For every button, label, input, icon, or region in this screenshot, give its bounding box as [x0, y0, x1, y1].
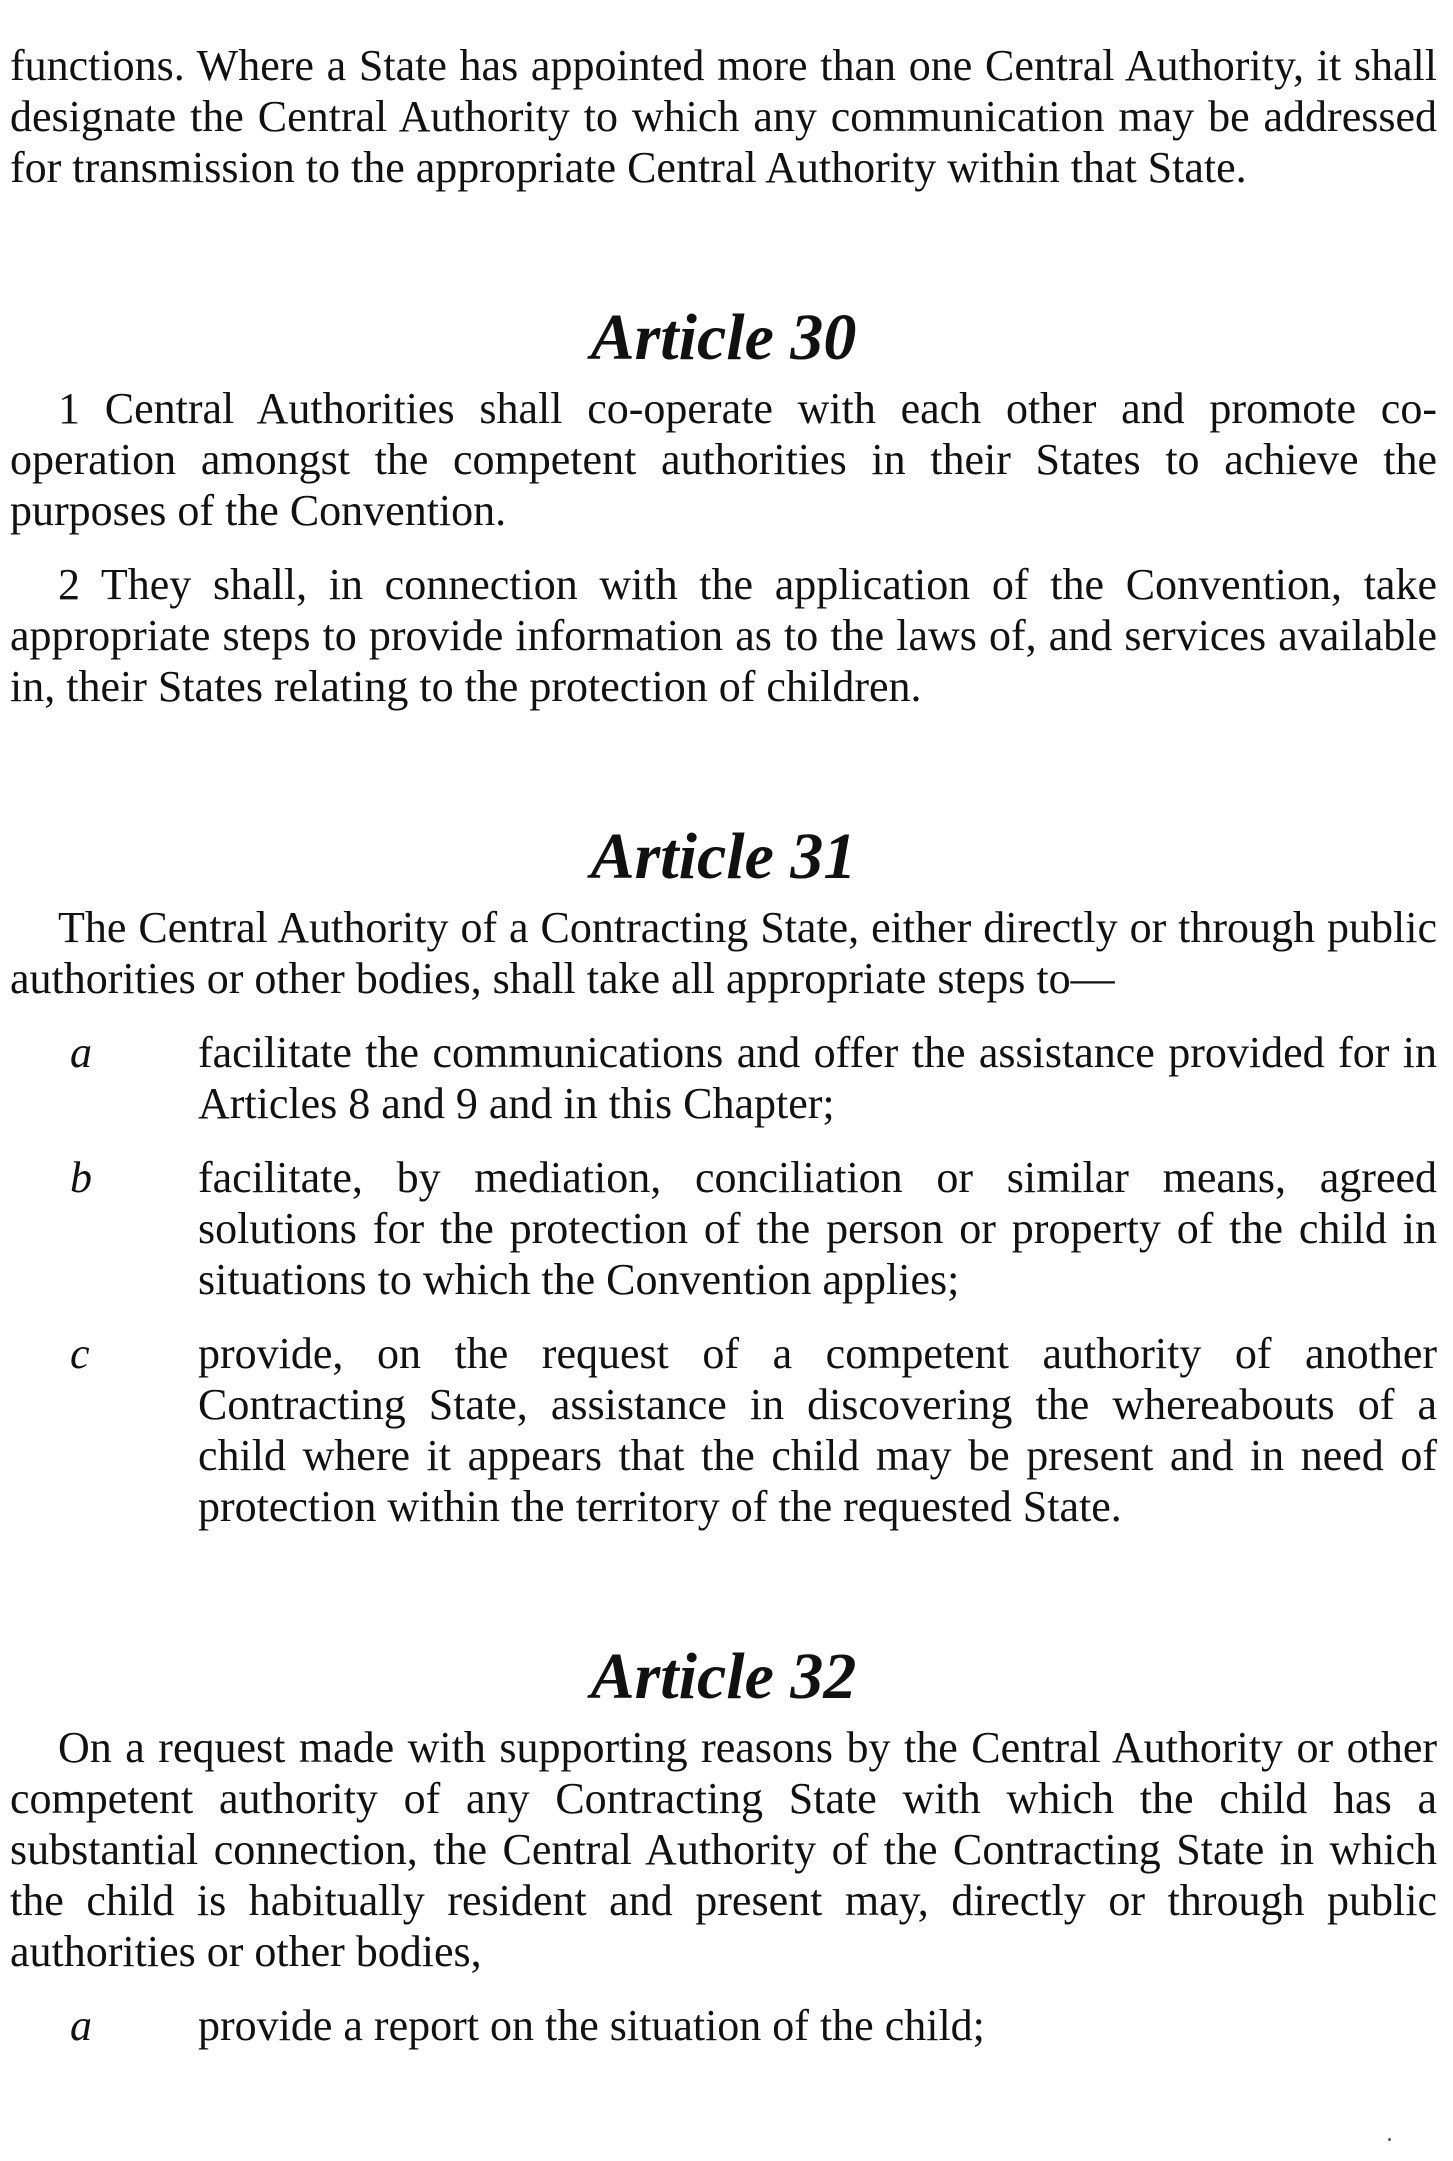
article-32-intro: On a request made with supporting reasons by the Central Authority or other competent authority of any Contracting State with which the child has a substantial connection, the Central Authority of the Contracting State in which the child is habitually resident and present may, directly or through public authorities or other bodies,: [10, 1723, 1437, 1976]
article-30-paragraph-2: 2 They shall, in connection with the application of the Convention, take appropriate steps to provide information as to the laws of, and services available in, their States relating to the protection of children.: [10, 560, 1437, 711]
list-marker: a: [70, 2001, 92, 2050]
article-31-heading: Article 31: [590, 820, 857, 893]
intro-paragraph: functions. Where a State has appointed more than one Central Authority, it shall designate the Central Authority to which any communication may be addressed for transmission to the appropriate Central Authority within that State.: [10, 41, 1437, 192]
article-32-heading: Article 32: [590, 1640, 857, 1713]
article-30: [10, 301, 1437, 712]
list-marker: b: [70, 1153, 92, 1202]
article-31: [10, 820, 1437, 1532]
article-30-heading: Article 30: [590, 301, 857, 374]
list-item-text: provide, on the request of a competent authority of another Contracting State, assistance in discovering the whereabouts of a child where it appears that the child may be present and in need of protection within the territory of the requested State.: [198, 1329, 1437, 1531]
section-gap: [10, 193, 1437, 312]
list-item-text: provide a report on the situation of the child;: [198, 2001, 985, 2050]
section-gap: [10, 712, 1437, 831]
article-31-intro: The Central Authority of a Contracting State, either directly or through public authorities or other bodies, shall take all appropriate steps to—: [10, 903, 1437, 1003]
article-32-item-a: [10, 2000, 1437, 2051]
article-30-paragraph-1: 1 Central Authorities shall co-operate with each other and promote co-operation amongst the competent authorities in their States to achieve the purposes of the Convention.: [10, 384, 1437, 535]
list-item-text: facilitate the communications and offer the assistance provided for in Articles 8 and 9 and in this Chapter;: [198, 1028, 1437, 1128]
section-gap: [10, 1532, 1437, 1651]
list-marker: a: [70, 1028, 92, 1077]
article-32: [10, 1640, 1437, 2051]
list-item-text: facilitate, by mediation, conciliation or similar means, agreed solutions for the protection of the person or property of the child in situations to which the Convention applies;: [198, 1153, 1437, 1304]
list-marker: c: [70, 1329, 90, 1378]
article-31-item-b: [10, 1152, 1437, 1305]
scan-speck: [1388, 2138, 1391, 2141]
article-31-item-a: [10, 1027, 1437, 1129]
article-31-item-c: [10, 1328, 1437, 1532]
